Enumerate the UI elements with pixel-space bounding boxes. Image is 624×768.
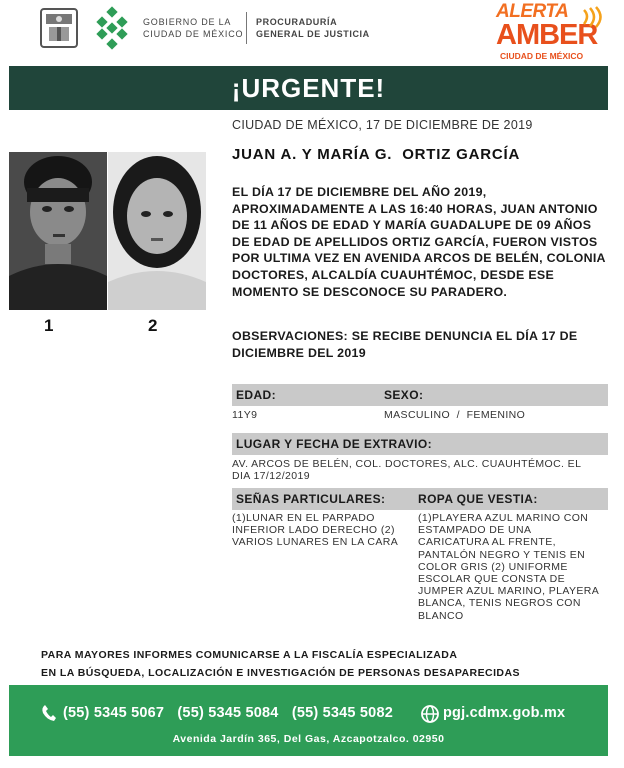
age-sex-header: [232, 384, 608, 406]
header: [0, 0, 624, 64]
phone-2[interactable]: (55) 5345 5084: [177, 705, 279, 721]
phone-numbers: [63, 705, 402, 721]
clothing-value: (1)PLAYERA AZUL MARINO CON ESTAMPADO DE UNA CARICATURA AL FRENTE, PANTALÓN NEGRO Y TENIS EN COLOR GRIS (2) UNIFORME ESCOLAR QUE CONSTA DE JUMPER AZUL MARINO, PLAYERA BLANCA, TENIS NEGROS CON BLANCO: [418, 512, 599, 622]
amber-word: AMBER: [496, 19, 598, 51]
age-label: EDAD:: [236, 388, 276, 402]
age-value: 11Y9: [232, 409, 258, 421]
contact-line-1: PARA MAYORES INFORMES COMUNICARSE A LA FISCALÍA ESPECIALIZADA: [41, 649, 458, 661]
contact-info: [41, 646, 520, 682]
gov-line-2: CIUDAD DE MÉXICO: [143, 29, 244, 39]
photo-person-2: [108, 152, 206, 310]
features-value: (1)LUNAR EN EL PARPADO INFERIOR LADO DERECHO (2) VARIOS LUNARES EN LA CARA: [232, 512, 399, 549]
location-value: AV. ARCOS DE BELÉN, COL. DOCTORES, ALC. CUAUHTÉMOC. EL DIA 17/12/2019: [232, 458, 581, 483]
clothing-label: ROPA QUE VESTIA:: [418, 492, 538, 506]
office-address: Avenida Jardín 365, Del Gas, Azcapotzalco. 02950: [172, 733, 445, 745]
procuraduria-name: [256, 16, 370, 40]
website-link[interactable]: pgj.cdmx.gob.mx: [443, 705, 566, 721]
proc-line-1: PROCURADURÍA: [256, 17, 338, 27]
missing-persons-name: JUAN A. Y MARÍA G. ORTIZ GARCÍA: [232, 146, 521, 163]
location-header: LUGAR Y FECHA DE EXTRAVIO:: [232, 433, 608, 455]
observations: OBSERVACIONES: SE RECIBE DENUNCIA EL DÍA 17 DE DICIEMBRE DEL 2019: [232, 329, 578, 360]
sex-label: SEXO:: [384, 388, 424, 402]
signal-arcs-icon: [582, 6, 604, 28]
photo-label-1: 1: [44, 316, 54, 335]
header-divider: [246, 12, 247, 44]
features-clothing-header: [232, 488, 608, 510]
coat-of-arms-icon: [40, 8, 78, 48]
alert-word: ALERTA: [496, 1, 569, 22]
globe-icon: [421, 705, 439, 723]
phone-3[interactable]: (55) 5345 5082: [291, 705, 393, 721]
cdmx-logo-icon: [92, 6, 132, 50]
incident-description: EL DÍA 17 DE DICIEMBRE DEL AÑO 2019, APROXIMADAMENTE A LAS 16:40 HORAS, JUAN ANTONIO DE 11 AÑOS DE EDAD Y MARÍA GUADALUPE DE 09 AÑOS DE EDAD DE APELLIDOS ORTIZ GARCÍA, FUERON VISTOS POR ULTIMA VEZ EN AVENIDA ARCOS DE BELÉN, COLONIA DOCTORES, ALCALDÍA CUAUHTÉMOC, DESDE ESE MOMENTO SE DESCONOCE SU PARADERO.: [232, 185, 606, 299]
amber-alert-logo: [494, 2, 606, 64]
footer-bar: [9, 685, 608, 756]
photo-person-1: [9, 152, 107, 310]
gov-line-1: GOBIERNO DE LA: [143, 17, 232, 27]
government-name: [143, 16, 243, 40]
proc-line-2: GENERAL DE JUSTICIA: [256, 29, 370, 39]
photo-label-2: 2: [148, 316, 158, 335]
amber-city: CIUDAD DE MÉXICO: [500, 51, 584, 61]
report-date: CIUDAD DE MÉXICO, 17 DE DICIEMBRE DE 2019: [232, 118, 533, 132]
phone-1[interactable]: (55) 5345 5067: [63, 705, 165, 721]
features-label: SEÑAS PARTICULARES:: [236, 492, 386, 506]
sex-value: MASCULINO / FEMENINO: [384, 409, 526, 421]
urgent-banner: ¡URGENTE!: [9, 66, 608, 110]
phone-icon: [41, 704, 57, 722]
contact-line-2: EN LA BÚSQUEDA, LOCALIZACIÓN E INVESTIGACIÓN DE PERSONAS DESAPARECIDAS: [41, 667, 520, 679]
